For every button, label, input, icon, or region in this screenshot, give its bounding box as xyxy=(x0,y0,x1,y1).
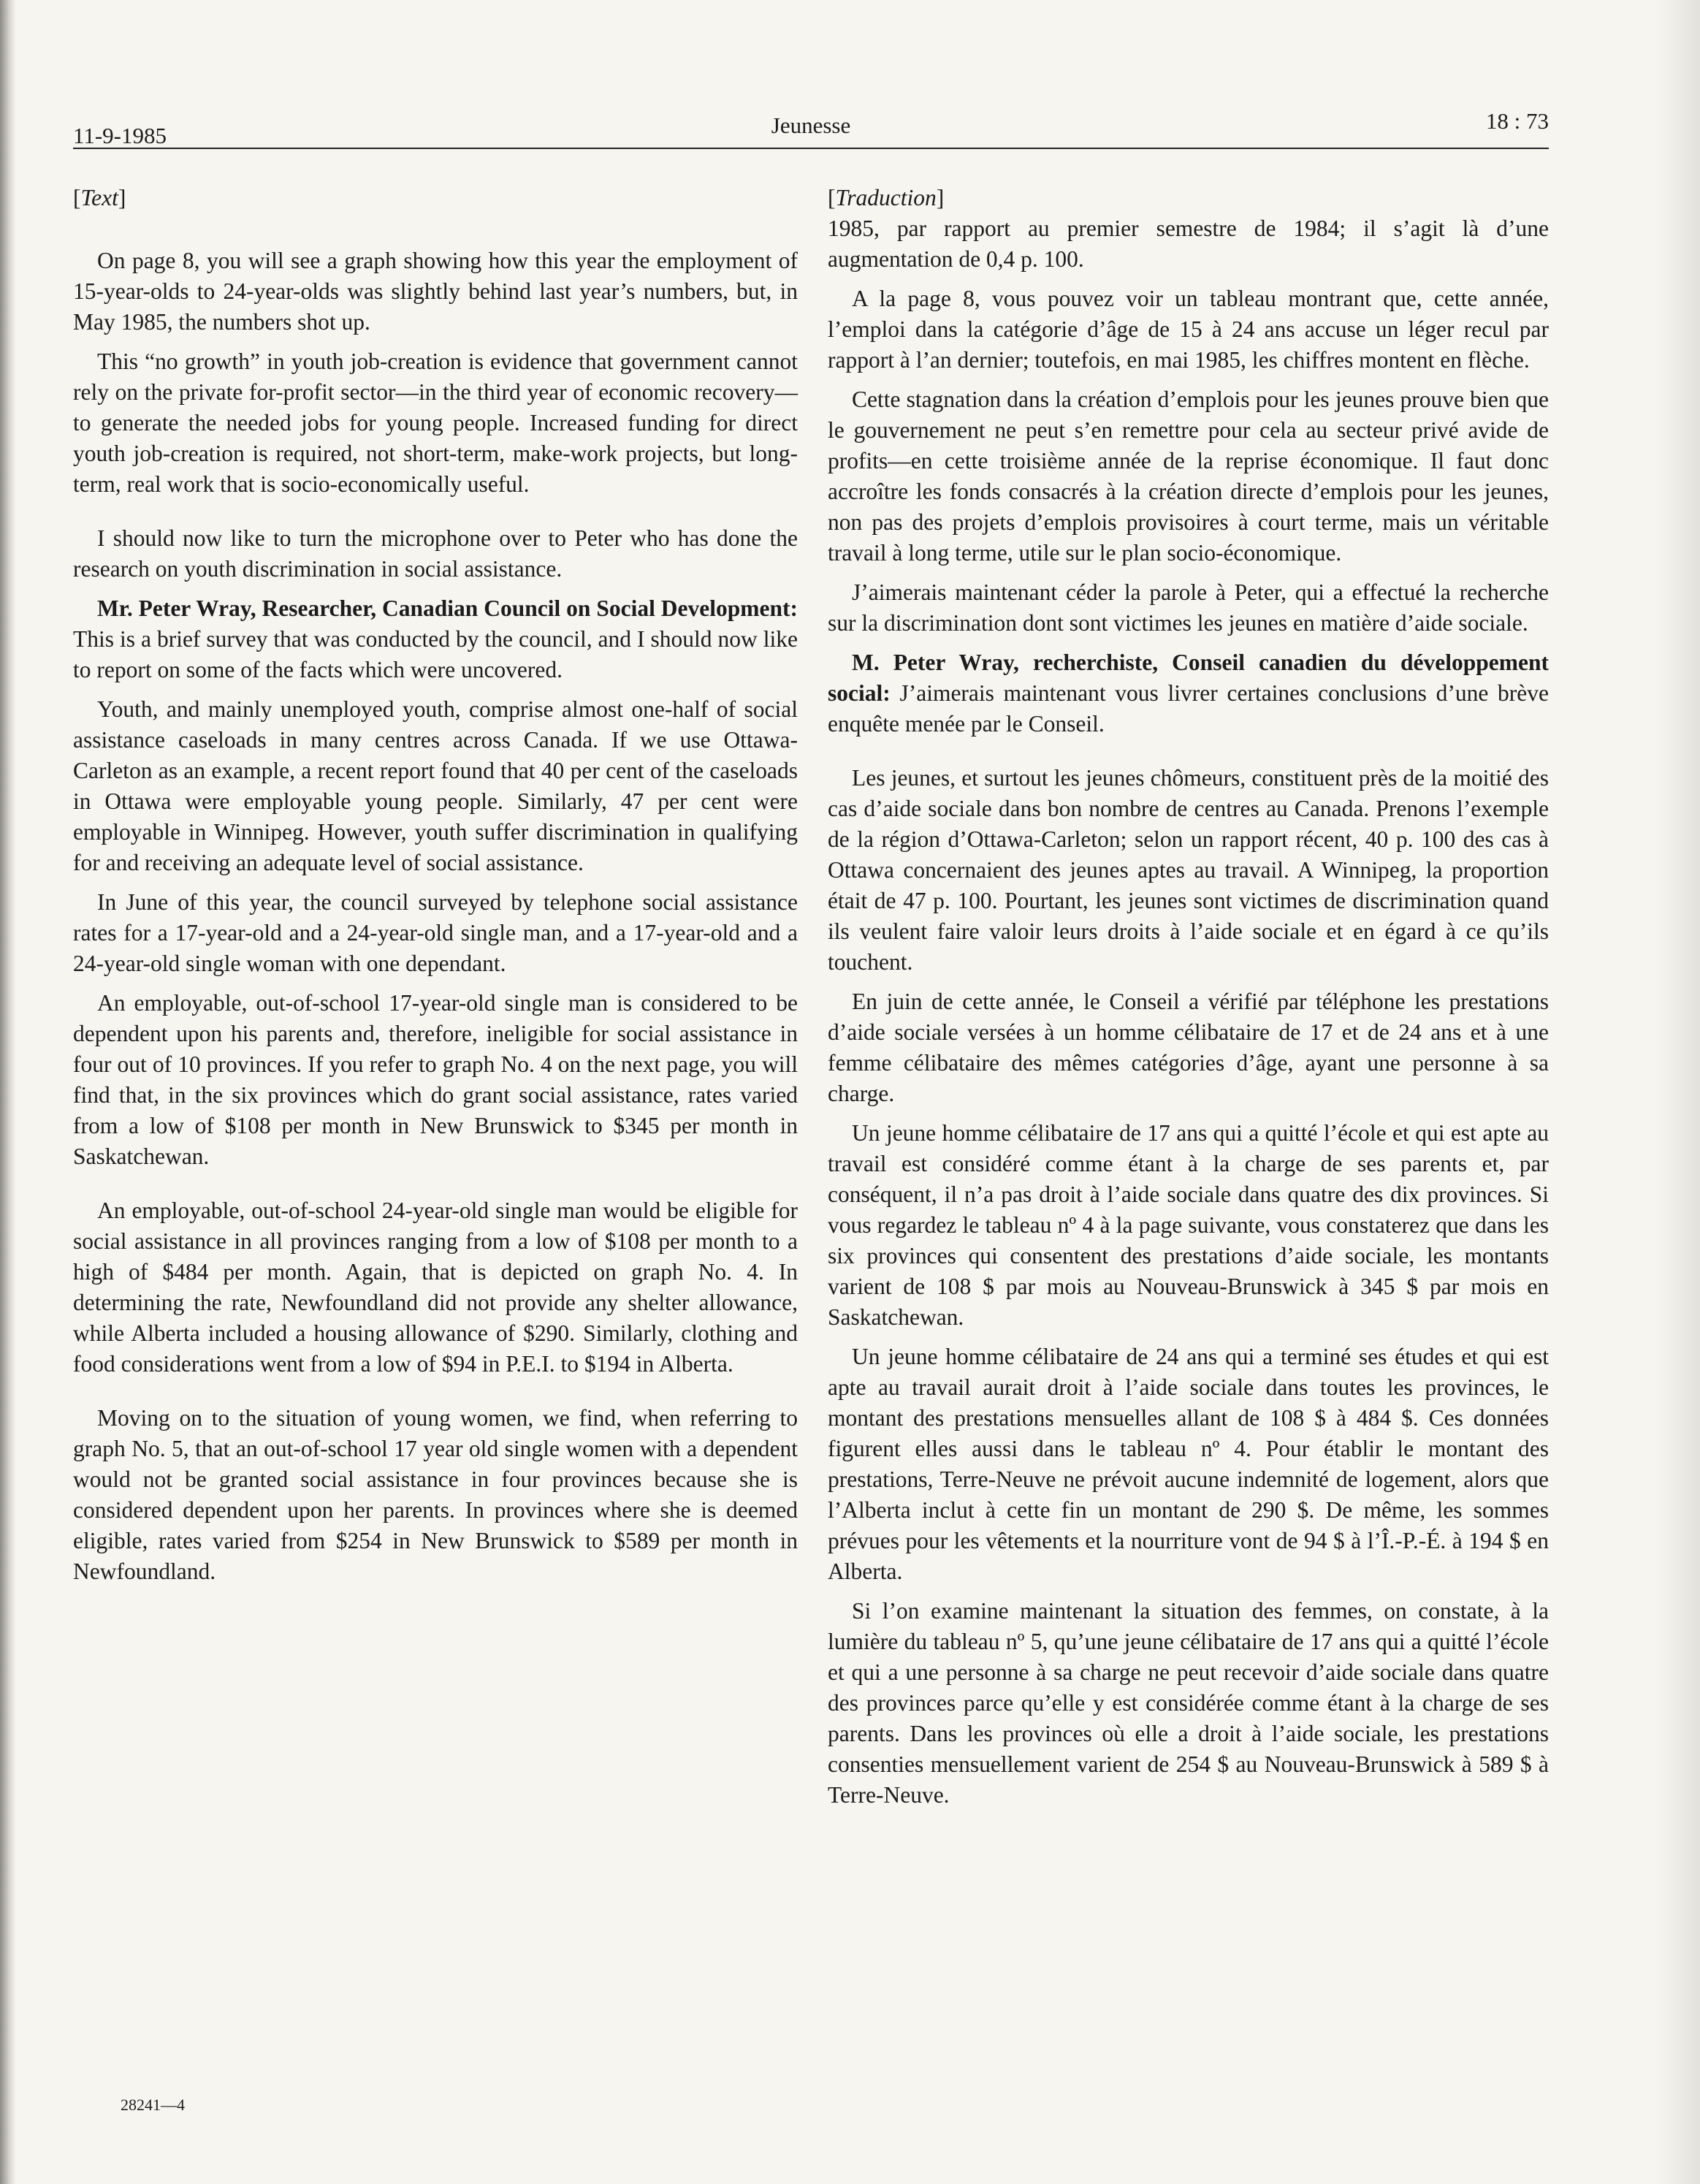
paragraph: On page 8, you will see a graph showing how this year the employment of 15-year-olds to 24-year-olds was slightly behind last year’s numbers, but, in May 1985, the numbers shot up. xyxy=(73,248,798,335)
paragraph: Moving on to the situation of young women, we find, when referring to graph No. 5, that an out-of-school 17 year old single women with a dependent would not be granted social assistance in four provinces because she is considered dependent upon her parents. In provinces where she is deemed eligible, rates varied from $254 in New Brunswick to $589 per month in Newfoundland. xyxy=(73,1405,798,1584)
speaker-name: Mr. Peter Wray, Researcher, Canadian Council on Social Development: xyxy=(97,596,798,621)
paragraph: An employable, out-of-school 17-year-old single man is considered to be dependent upon his parents and, therefore, ineligible for social assistance in four out of 10 provinces. If you refer to graph No. 4 on the next page, you will find that, in the six provinces which do grant social assistance, rates varied from a low of $108 per month in New Brunswick to $345 per month in Saskatchewan. xyxy=(73,990,798,1169)
traduction-tag: [Traduction] xyxy=(828,185,945,210)
paragraph: Cette stagnation dans la création d’emplois pour les jeunes prouve bien que le gouvernement ne peut s’en remettre pour cela au secteur privé avide de profits—en cette troisième année de la reprise économique. Il faut donc accroître les fonds consacrés à la création directe d’emplois pour les jeunes, non pas des projets d’emplois provisoires à court terme, mais un véritable travail à long terme, utile sur le plan socio-économique. xyxy=(828,387,1549,566)
text-tag: [Text] xyxy=(73,185,126,210)
speaker-name: M. Peter Wray, recherchiste, Conseil canadien du développement social: xyxy=(828,650,1549,706)
header-page-number: 18 : 73 xyxy=(1485,108,1549,134)
paragraph: Youth, and mainly unemployed youth, comprise almost one-half of social assistance caseloads in many centres across Canada. If we use Ottawa-Carleton as an example, a recent report found that 40 per cent of the caseloads in Ottawa were employable young people. Similarly, 47 per cent were employable in Winnipeg. However, youth suffer discrimination in qualifying for and receiving an adequate level of social assistance. xyxy=(73,696,798,875)
paragraph: 1985, par rapport au premier semestre de 1984; il s’agit là d’une augmentation de 0,4 p. 100. xyxy=(828,216,1549,272)
french-column xyxy=(828,183,1549,1819)
paragraph: Un jeune homme célibataire de 24 ans qui a terminé ses études et qui est apte au travail aurait droit à l’aide sociale dans toutes les provinces, le montant des prestations mensuelles allant de 108 $ à 484 $. Ces données figurent elles aussi dans le tableau nº 4. Pour établir le montant des prestations, Terre-Neuve ne prévoit aucune indemnité de logement, alors que l’Alberta inclut à cette fin un montant de 290 $. De même, les sommes prévues pour les vêtements et la nourriture vont de 94 $ à l’Î.-P.-É. à 194 $ en Alberta. xyxy=(828,1344,1549,1584)
header-date: 11-9-1985 xyxy=(73,123,167,148)
header-title: Jeunesse xyxy=(771,113,851,138)
page-header xyxy=(73,108,1549,148)
paragraph: Si l’on examine maintenant la situation des femmes, on constate, à la lumière du tableau nº 5, qu’une jeune célibataire de 17 ans qui a quitté l’école et qui a une personne à sa charge ne peut recevoir d’aide sociale dans quatre des provinces parce qu’elle y est considérée comme étant à la charge de ses parents. Dans les provinces où elle a droit à l’aide sociale, les prestations consenties mensuellement varient de 254 $ au Nouveau-Brunswick à 589 $ à Terre-Neuve. xyxy=(828,1598,1549,1808)
paragraph: En juin de cette année, le Conseil a vérifié par téléphone les prestations d’aide sociale versées à un homme célibataire de 17 et de 24 ans et à une femme célibataire des mêmes catégories d’âge, ayant une personne à sa charge. xyxy=(828,989,1549,1106)
paragraph: Les jeunes, et surtout les jeunes chômeurs, constituent près de la moitié des cas d’aide sociale dans bon nombre de centres au Canada. Prenons l’exemple de la région d’Ottawa-Carleton; selon un rapport récent, 40 p. 100 des cas à Ottawa concernaient des jeunes aptes au travail. A Winnipeg, la proportion était de 47 p. 100. Pourtant, les jeunes sont victimes de discrimination quand ils veulent faire valoir leurs droits à l’aide sociale et en égard à ce qu’ils touchent. xyxy=(828,765,1549,975)
paragraph: An employable, out-of-school 24-year-old single man would be eligible for social assistance in all provinces ranging from a low of $108 per month to a high of $484 per month. Again, that is depicted on graph No. 4. In determining the rate, Newfoundland did not provide any shelter allowance, while Alberta included a housing allowance of $290. Similarly, clothing and food considerations went from a low of $94 in P.E.I. to $194 in Alberta. xyxy=(73,1198,798,1377)
paragraph: This “no growth” in youth job-creation is evidence that government cannot rely on the private for-profit sector—in the third year of economic recovery—to generate the needed jobs for young people. Increased funding for direct youth job-creation is required, not short-term, make-work projects, but long-term, real work that is socio-economically useful. xyxy=(73,349,798,497)
page-edge xyxy=(1656,0,1700,2184)
english-column xyxy=(73,183,798,1596)
print-code: 28241—4 xyxy=(121,2096,185,2114)
paragraph: A la page 8, vous pouvez voir un tableau montrant que, cette année, l’emploi dans la catégorie d’âge de 15 à 24 ans accuse un léger recul par rapport à l’an dernier; toutefois, en mai 1985, les chiffres montent en flèche. xyxy=(828,286,1549,373)
binding-shadow xyxy=(0,0,16,2184)
paragraph: In June of this year, the council surveyed by telephone social assistance rates for a 17-year-old and a 24-year-old single man, and a 17-year-old and a 24-year-old single woman with one dependant. xyxy=(73,889,798,976)
paragraph: M. Peter Wray, recherchiste, Conseil canadien du développement social: J’aimerais maintenant vous livrer certaines conclusions d’une brève enquête menée par le Conseil. xyxy=(828,650,1549,737)
paragraph: Un jeune homme célibataire de 17 ans qui a quitté l’école et qui est apte au travail est considéré comme étant à la charge de ses parents et, par conséquent, il n’a pas droit à l’aide sociale dans quatre des dix provinces. Si vous regardez le tableau nº 4 à la page suivante, vous constaterez que dans les six provinces qui consentent des prestations d’aide sociale, les montants varient de 108 $ par mois au Nouveau-Brunswick à 345 $ par mois en Saskatchewan. xyxy=(828,1120,1549,1330)
header-rule xyxy=(73,148,1549,149)
paragraph: I should now like to turn the microphone over to Peter who has done the research on youth discrimination in social assistance. xyxy=(73,525,798,582)
paragraph: J’aimerais maintenant céder la parole à Peter, qui a effectué la recherche sur la discrimination dont sont victimes les jeunes en matière d’aide sociale. xyxy=(828,579,1549,636)
paragraph: Mr. Peter Wray, Researcher, Canadian Council on Social Development: This is a brief survey that was conducted by the council, and I should now like to report on some of the facts which were uncovered. xyxy=(73,596,798,682)
